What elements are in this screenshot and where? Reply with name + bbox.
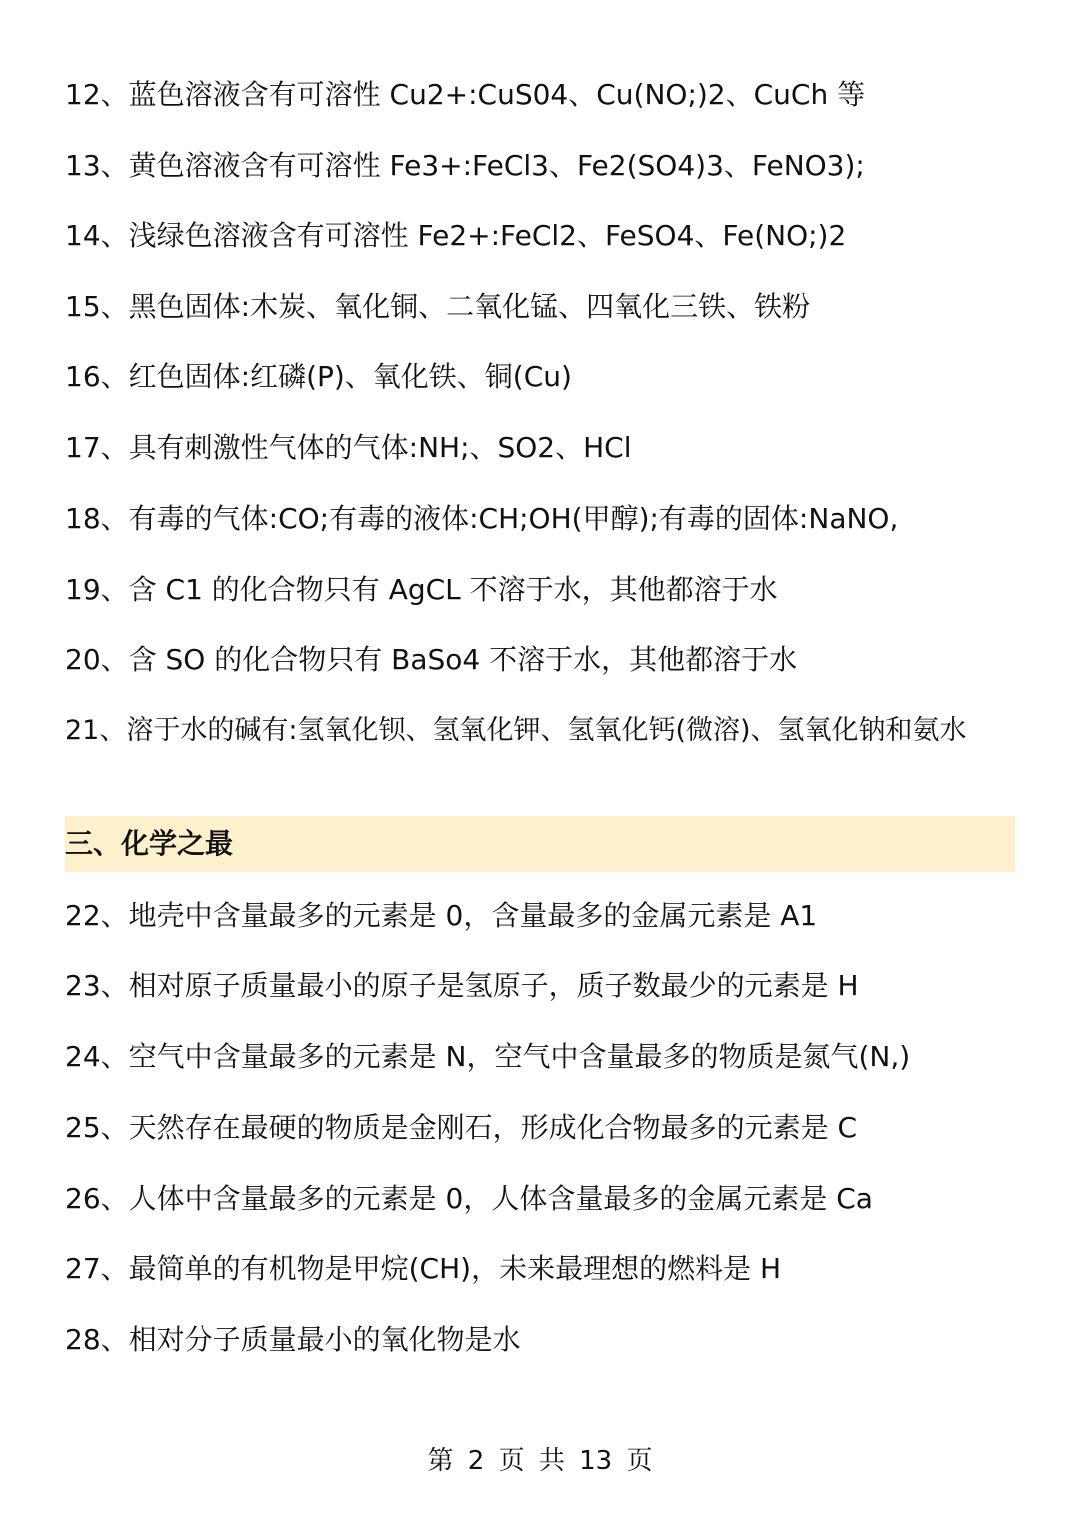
- list-item-25: 25、天然存在最硬的物质是金刚石，形成化合物最多的元素是 C: [65, 1111, 858, 1144]
- list-item-19: 19、含 C1 的化合物只有 AgCL 不溶于水，其他都溶于水: [65, 573, 778, 606]
- page-number: 第 2 页 共 13 页: [427, 1446, 653, 1476]
- list-item-28: 28、相对分子质量最小的氧化物是水: [65, 1323, 521, 1356]
- list-item-26: 26、人体中含量最多的元素是 0，人体含量最多的金属元素是 Ca: [65, 1182, 873, 1215]
- list-item-21: 21、溶于水的碱有:氢氧化钡、氢氧化钾、氢氧化钙(微溶)、氢氧化钠和氨水: [65, 715, 967, 746]
- list-item-17: 17、具有刺激性气体的气体:NH;、SO2、HCl: [65, 431, 632, 464]
- list-item-23: 23、相对原子质量最小的原子是氢原子，质子数最少的元素是 H: [65, 969, 859, 1002]
- list-item-14: 14、浅绿色溶液含有可溶性 Fe2+:FeCl2、FeSO4、Fe(NO;)2: [65, 219, 847, 252]
- list-item-24: 24、空气中含量最多的元素是 N，空气中含量最多的物质是氮气(N,): [65, 1040, 911, 1073]
- list-item-20: 20、含 SO 的化合物只有 BaSo4 不溶于水，其他都溶于水: [65, 643, 798, 676]
- section-title: 三、化学之最: [65, 827, 234, 860]
- list-item-15: 15、黑色固体:木炭、氧化铜、二氧化锰、四氧化三铁、铁粉: [65, 290, 811, 323]
- section-header: [65, 816, 1015, 872]
- list-item-22: 22、地壳中含量最多的元素是 0，含量最多的金属元素是 A1: [65, 899, 818, 932]
- list-item-13: 13、黄色溶液含有可溶性 Fe3+:FeCl3、Fe2(SO4)3、FeNO3);: [65, 149, 865, 182]
- list-item-18: 18、有毒的气体:CO;有毒的液体:CH;OH(甲醇);有毒的固体:NaNO,: [65, 502, 899, 535]
- list-item-12: 12、蓝色溶液含有可溶性 Cu2+:CuS04、Cu(NO;)2、CuCh 等: [65, 78, 866, 111]
- list-item-16: 16、红色固体:红磷(P)、氧化铁、铜(Cu): [65, 360, 572, 393]
- list-item-27: 27、最简单的有机物是甲烷(CH)，未来最理想的燃料是 H: [65, 1252, 782, 1285]
